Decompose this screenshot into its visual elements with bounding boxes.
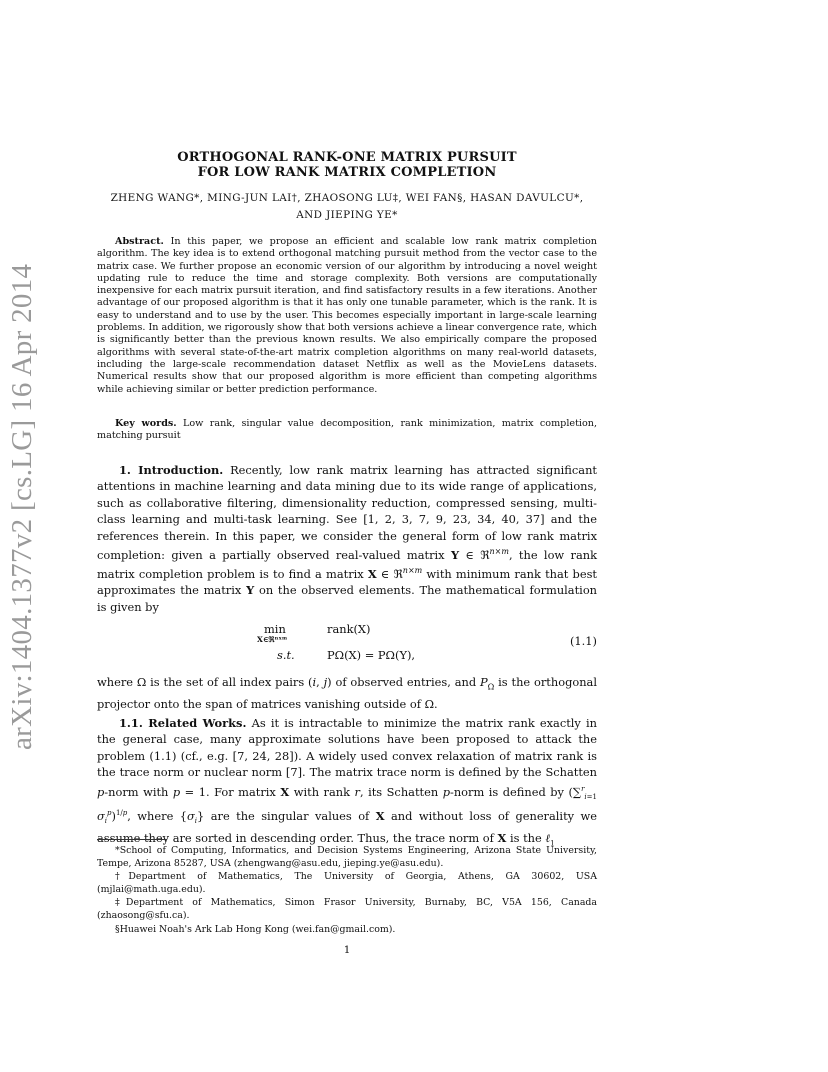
related-works-heading: 1.1. Related Works. [119, 716, 247, 730]
explanation-text-1: where Ω is the set of all index pairs [97, 675, 305, 689]
arxiv-identifier-stamp [4, 262, 54, 750]
footnotes [97, 844, 597, 936]
intro-text-3: with minimum rank that best approximates the matrix [97, 567, 597, 598]
equation-1-1 [97, 620, 597, 666]
introduction-heading: 1. Introduction. [119, 463, 224, 477]
equation-subject-to: s.t. [277, 648, 295, 662]
title-line-1: ORTHOGONAL RANK-ONE MATRIX PURSUIT [177, 150, 517, 165]
related-text-2: -norm with [104, 784, 169, 799]
paper-title [97, 150, 597, 180]
intro-text-4: on the observed elements. The mathematical formulation is given by [97, 583, 598, 614]
related-text-10: is the [509, 830, 542, 845]
related-text-3: . For matrix [205, 784, 276, 799]
keywords-label: Key words. [115, 418, 177, 429]
abstract-label: Abstract. [115, 236, 164, 247]
equation-explanation: where Ω is the set of all index pairs (i, j) of observed entries, and $P_\Omega$ is the orthogonal projector onto the span of matrices vanishing outside of Ω. [97, 675, 597, 711]
keywords-text: Low rank, singular value decomposition, rank minimization, matrix completion, matching pursuit [97, 418, 597, 442]
keywords [97, 418, 597, 443]
related-text-4: with rank [293, 784, 350, 799]
related-text-5: , its Schatten [359, 784, 439, 799]
arxiv-identifier: arXiv:1404.1377v2 [cs.LG] 16 Apr 2014 [6, 263, 38, 750]
authors-line-1: ZHENG WANG*, MING-JUN LAI†, ZHAOSONG LU‡, WEI FAN§, HASAN DAVULCU*, [110, 192, 584, 204]
introduction-paragraph: 1. Introduction. Recently, low rank matrix learning has attracted significant attentions in machine learning and data mining due to its wide range of applications, such as collaborative filtering, dimensionality reduction, compressed sensing, multi-class learning and multi-task learning. See [1, 2, 3, 7, 9, 23, 34, 40, 37] and the references therein. In this paper, we consider the general form of low rank matrix completion: given a partially observed real-valued matrix Y ∈ ℜ$^{n\times m}$, the low rank matrix completion problem is to find a matrix X ∈ ℜ$^{n\times m}$ with minimum rank that best approximates the matrix Y on the observed elements. The mathematical formulation is given by [97, 463, 598, 614]
page-number: 1 [343, 944, 351, 956]
title-line-2: FOR LOW RANK MATRIX COMPLETION [197, 165, 497, 180]
author-list [97, 190, 597, 224]
authors-line-2: AND JIEPING YE* [296, 209, 398, 221]
related-works-paragraph: 1.1. Related Works. As it is intractable to minimize the matrix rank exactly in the general case, many approximate solutions have been proposed to attack the problem (1.1) (cf., e.g. [7, 24, 28]). A widely used convex relaxation of matrix rank is the trace norm or nuclear norm [7]. The matrix trace norm is defined by the Schatten p-norm with p = 1. For matrix X with rank r, its Schatten p-norm is defined by (∑$^r_{i=1}$ $\sigma_i^p)^{1/p}$, where $\{\sigma_i\}$ are the singular values of X and without loss of generality we assume they are sorted in descending order. Thus, the trace norm of X is the ℓ$_1$ [97, 716, 598, 847]
related-text-6: -norm is defined by [449, 784, 564, 799]
footnote-affiliation-huawei: §Huawei Noah's Ark Lab Hong Kong (wei.fan@gmail.com). [115, 923, 396, 935]
footnote-rule [97, 839, 167, 840]
equation-min-subscript: X∈ℜⁿˣᵐ [257, 635, 288, 644]
related-text-8: are the singular values of [210, 808, 370, 823]
related-text-7: , where [127, 808, 174, 823]
equation-objective: rank(X) [327, 622, 371, 636]
equation-min: min [264, 622, 286, 636]
intro-text-2: , the low rank matrix completion problem is to find a matrix [97, 547, 597, 582]
footnote-affiliation-sfu: ‡Department of Mathematics, Simon Frasor University, Burnaby, BC, V5A 156, Canada (zhaosong@sfu.ca). [97, 897, 597, 922]
related-text-9: and without loss of generality we assume they are sorted in descending order. Thus, the trace norm of [97, 808, 598, 845]
intro-text-1: Recently, low rank matrix learning has attracted significant attentions in machine learning and data mining due to its wide range of applications, such as collaborative filtering, dimensionality reduction, compressed sensing, multi-class learning and multi-task learning. See [1, 2, 3, 7, 9, 23, 34, 40, 37] and the references therein. In this paper, we consider the general form of low rank matrix completion: given a partially observed real-valued matrix [97, 463, 597, 562]
explanation-text-3: is the orthogonal projector onto the span of matrices vanishing outside of Ω. [97, 675, 597, 711]
footnote-affiliation-asu: *School of Computing, Informatics, and Decision Systems Engineering, Arizona State University, Tempe, Arizona 85287, USA (zhengwang@asu.edu, jieping.ye@asu.edu). [97, 845, 597, 870]
footnote-affiliation-uga: †Department of Mathematics, The University of Georgia, Athens, GA 30602, USA (mjlai@math.uga.edu). [97, 871, 597, 896]
abstract [97, 236, 597, 396]
abstract-text: In this paper, we propose an efficient and scalable low rank matrix completion algorithm. The key idea is to extend orthogonal matching pursuit method from the vector case to the matrix case. We further propose an economic version of our algorithm by introducing a novel weight updating rule to reduce the time and storage complexity. Both versions are computationally inexpensive for each matrix pursuit iteration, and find satisfactory results in a few iterations. Another advantage of our proposed algorithm is that it has only one tunable parameter, which is the rank. It is easy to understand and to use by the user. This becomes especially important in large-scale learning problems. In addition, we rigorously show that both versions achieve a linear convergence rate, which is significantly better than the previous known results. We also empirically compare the proposed algorithms with several state-of-the-art matrix completion algorithms on many real-world datasets, including the large-scale recommendation dataset Netflix as well as the MovieLens datasets. Numerical results show that our proposed algorithm is more efficient than competing algorithms while achieving similar or better prediction performance. [97, 236, 597, 395]
equation-constraint: PΩ(X) = PΩ(Y), [327, 648, 416, 662]
related-text-1: As it is intractable to minimize the matrix rank exactly in the general case, many approximate solutions have been proposed to attack the problem (1.1) (cf., e.g. [7, 24, 28]). A widely used convex relaxation of matrix rank is the trace norm or nuclear norm [7]. The matrix trace norm is defined by the Schatten [97, 716, 598, 780]
explanation-text-2: of observed entries, and [335, 675, 477, 689]
equation-number: (1.1) [569, 634, 597, 648]
